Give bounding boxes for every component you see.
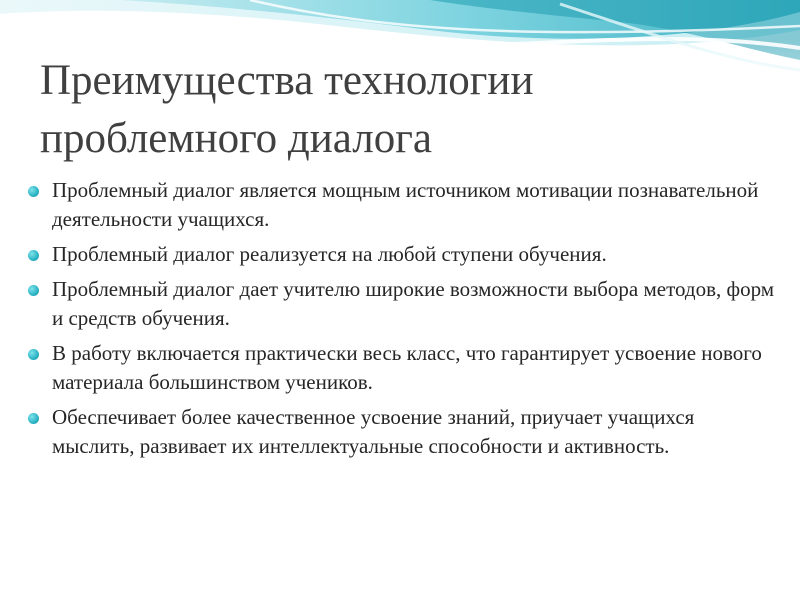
bullet-dot-icon xyxy=(28,250,39,261)
bullet-dot-icon xyxy=(28,413,39,424)
bullet-text: В работу включается практически весь класс, что гарантирует усвоение нового материала большинством учеников. xyxy=(52,341,762,394)
slide-title-line-2: проблемного диалога xyxy=(40,115,432,162)
slide-title-line-1: Преимущества технологии xyxy=(40,57,534,104)
bullet-item xyxy=(28,275,776,333)
bullet-text: Обеспечивает более качественное усвоение знаний, приучает учащихся мыслить, развивает их интеллектуальные способности и активность. xyxy=(52,405,695,458)
slide-title xyxy=(40,52,760,168)
bullet-item xyxy=(28,339,776,397)
bullet-dot-icon xyxy=(28,285,39,296)
bullet-dot-icon xyxy=(28,349,39,360)
bullet-item xyxy=(28,176,776,234)
bullet-list xyxy=(28,176,776,467)
bullet-text: Проблемный диалог дает учителю широкие возможности выбора методов, форм и средств обучения. xyxy=(52,277,775,330)
bullet-text: Проблемный диалог реализуется на любой ступени обучения. xyxy=(52,242,607,266)
bullet-dot-icon xyxy=(28,186,39,197)
bullet-item xyxy=(28,403,776,461)
bullet-text: Проблемный диалог является мощным источником мотивации познавательной деятельности учащихся. xyxy=(52,178,759,231)
bullet-item xyxy=(28,240,776,269)
